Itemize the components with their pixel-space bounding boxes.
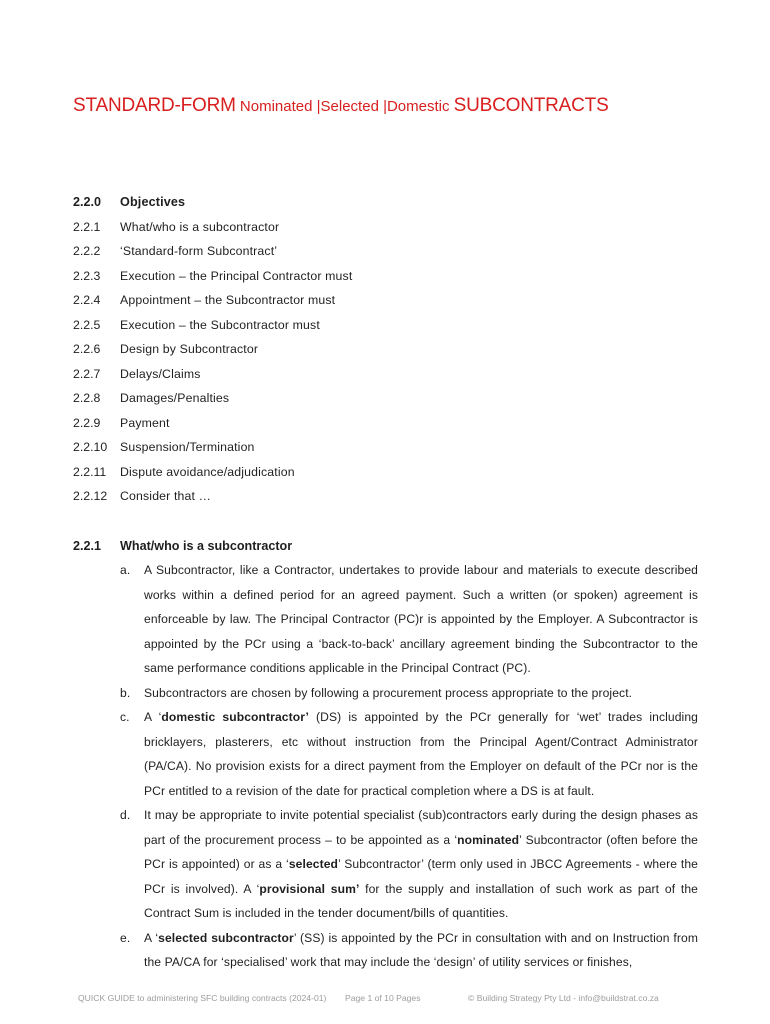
term-selected: selected [288,857,339,871]
table-of-contents [73,190,713,509]
toc-text: Delays/Claims [120,366,201,381]
list-item [120,705,698,803]
item-label: e. [120,930,131,945]
toc-row [73,337,713,362]
toc-number: 2.2.10 [73,440,108,454]
toc-text: Execution – the Principal Contractor must [120,268,353,283]
toc-row [73,264,713,289]
toc-row [73,484,713,509]
footer-copyright: © Building Strategy Pty Ltd - info@buildstrat.co.za [468,993,659,1003]
toc-row [73,313,713,338]
term-nominated: nominated [457,832,520,847]
item-text: for the supply and installation of such work as part of the Contract Sum is included in the tender document/bills of quantities. [144,881,699,920]
toc-number: 2.2.11 [73,464,107,479]
item-label: c. [120,710,130,724]
list-item [120,926,698,975]
toc-row [73,239,713,264]
toc-text: Design by Subcontractor [120,342,259,356]
toc-number: 2.2.7 [73,366,101,381]
item-label: d. [120,808,131,822]
item-text: A Subcontractor, like a Contractor, undertakes to provide labour and materials to execute described works within a defined period for an agreed payment. Such a written (or spoken) agreement is enforceable by law. The Principal Contractor (PC)r is appointed by the Employer. A Subcontractor is appointed by the PCr using a ‘back-to-back’ ancillary agreement binding the Subcontractor to the same performance conditions applicable in the Principal Contract (PC). [144,563,698,675]
toc-row [73,215,713,240]
toc-number: 2.2.6 [73,342,101,356]
toc-number: 2.2.1 [73,219,101,234]
toc-text: Dispute avoidance/adjudication [120,464,295,479]
page-title [73,95,609,117]
list-item [120,558,698,681]
footer-guide-title: QUICK GUIDE to administering SFC building contracts (2024-01) [78,993,327,1003]
toc-text: Objectives [120,195,186,209]
toc-text: Consider that … [120,489,212,503]
term-provisional-sum: provisional sum’ [259,881,360,896]
toc-row [73,362,713,387]
toc-row [73,190,713,215]
item-label: a. [120,563,131,577]
toc-number: 2.2.4 [73,293,101,307]
item-text: ’ Subcontractor’ (term only used in JBCC Agreements - where the PCr is involved). A ‘ [144,857,698,896]
item-text: A ‘ [144,930,159,945]
title-subcontract-types: Nominated |Selected |Domestic [235,98,454,115]
item-text: A ‘ [144,710,162,724]
section-title: What/who is a subcontractor [120,539,293,553]
toc-row [73,460,713,485]
item-text: ’ Subcontractor (often before the PCr is appointed) or as a ‘ [144,832,698,871]
toc-row [73,386,713,411]
toc-text: Damages/Penalties [120,391,230,405]
term-domestic-subcontractor: domestic subcontractor’ [161,710,309,724]
toc-number: 2.2.5 [73,317,101,332]
section-number: 2.2.1 [73,539,102,553]
item-label: b. [120,685,131,700]
section-items [120,558,698,975]
toc-text: Suspension/Termination [120,440,255,454]
toc-text: Execution – the Subcontractor must [120,317,320,332]
toc-row [73,435,713,460]
toc-number: 2.2.0 [73,195,102,209]
toc-text: Appointment – the Subcontractor must [120,293,336,307]
item-text: (DS) is appointed by the PCr generally for ‘wet’ trades including bricklayers, plasterers, etc without instruction from the Principal Agent/Contract Administrator (PA/CA). No provision exists for a direct payment from the Employer on default of the PCr nor is the PCr entitled to a revision of the date for practical completion where a DS is at fault. [144,710,698,798]
section-heading [73,534,713,559]
title-subcontracts: SUBCONTRACTS [453,95,609,116]
toc-text: ‘Standard-form Subcontract’ [120,244,278,258]
toc-number: 2.2.3 [73,268,101,283]
toc-row [73,288,713,313]
item-text: ’ (SS) is appointed by the PCr in consultation with and on Instruction from the PA/CA for ‘specialised’ work that may include the ‘design’ of utility services or finishes, [144,930,699,969]
list-item [120,803,698,926]
toc-number: 2.2.2 [73,244,101,258]
toc-text: What/who is a subcontractor [120,219,280,234]
toc-number: 2.2.8 [73,391,101,405]
toc-row [73,411,713,436]
title-standard-form: STANDARD-FORM [73,95,236,116]
item-text: It may be appropriate to invite potential specialist (sub)contractors early during the design phases as part of the procurement process – to be appointed as a ‘ [144,808,698,847]
footer-page-number: Page 1 of 10 Pages [345,993,421,1003]
toc-number: 2.2.9 [73,415,101,430]
list-item [120,681,698,706]
toc-number: 2.2.12 [73,489,108,503]
item-text: Subcontractors are chosen by following a procurement process appropriate to the project. [144,685,633,700]
toc-text: Payment [120,415,170,430]
term-selected-subcontractor: selected subcontractor [158,930,294,945]
